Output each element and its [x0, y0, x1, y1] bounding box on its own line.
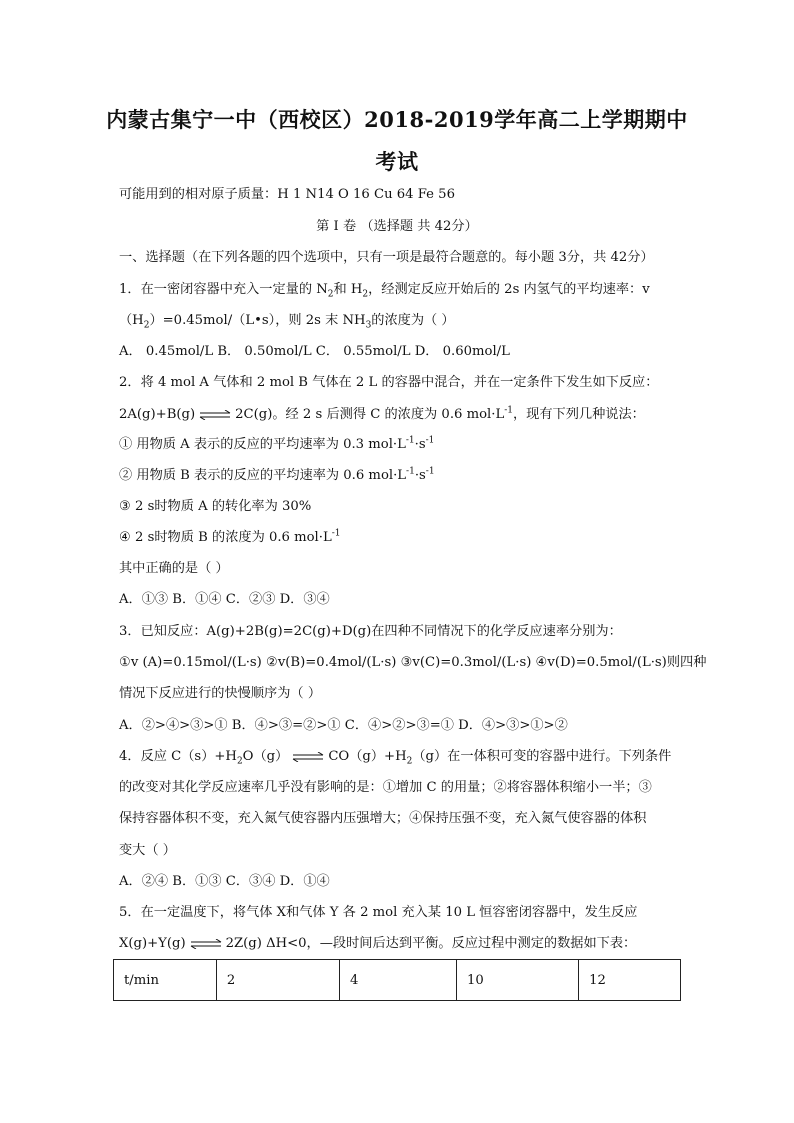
- q2-statement-4: ④ 2 s时物质 B 的浓度为 0.6 $mol\cdot L^{-1}$: [119, 528, 341, 545]
- equilibrium-arrow-icon: [198, 410, 232, 420]
- q2-statement-1: ① 用物质 A 表示的反应的平均速率为 0.3 $mol\cdot L^{-1}\cdot s^{-1}$: [119, 435, 435, 452]
- section-heading: 第 I 卷 （选择题 共 42分）: [316, 219, 478, 234]
- q5-line-1: 5．在一定温度下，将气体 X和气体 Y 各 2 mol 充入某 10 L 恒容密闭容器中，发生反应: [119, 905, 638, 920]
- table-row: [114, 960, 681, 1001]
- table-cell: 10: [457, 960, 579, 1001]
- q3-options: A．②>④>③>① B．④>③=②>① C．④>②>③=① D．④>③>①>②: [119, 718, 568, 733]
- q5-data-table: [113, 959, 681, 1001]
- q2-line-1: 2．将 4 mol A 气体和 2 mol B 气体在 2 L 的容器中混合，并在一定条件下发生如下反应：: [119, 375, 659, 390]
- q4-line-4: 变大（ ）: [119, 843, 176, 858]
- q1-line-1: 1．在一密闭容器中充入一定量的 $N_2$和 $H_2$，经测定反应开始后的 2s 内氢气的平均速率：v: [119, 282, 650, 300]
- q2-statement-3: ③ 2 s时物质 A 的转化率为 30%: [119, 499, 312, 514]
- table-cell: 12: [579, 960, 681, 1001]
- title-line-2: 考试: [375, 149, 419, 174]
- atomic-mass-line: 可能用到的相对原子质量：H 1 N14 O 16 Cu 64 Fe 56: [119, 187, 455, 202]
- instructions: 一、选择题（在下列各题的四个选项中，只有一项是最符合题意的。每小题 3分，共 42分）: [119, 250, 654, 265]
- q5-line-2: X(g)+Y(g) 2Z(g) ΔH<0，—段时间后达到平衡。反应过程中测定的数据如下表：: [119, 936, 637, 951]
- title-line-1: 内蒙古集宁一中（西校区）2018-2019学年高二上学期期中: [106, 107, 688, 132]
- equilibrium-arrow-icon: [291, 752, 325, 762]
- q2-options: A．①③ B．①④ C．②③ D．③④: [119, 592, 330, 607]
- q4-line-2: 的改变对其化学反应速率几乎没有影响的是：①增加 C 的用量；②将容器体积缩小一半；③: [119, 780, 652, 795]
- q2-question: 其中正确的是（ ）: [119, 561, 229, 576]
- equilibrium-arrow-icon: [189, 939, 223, 949]
- table-cell: 4: [339, 960, 456, 1001]
- table-cell: 2: [216, 960, 339, 1001]
- q1-options: A． 0.45mol/L B． 0.50mol/L C． 0.55mol/L D． 0.60mol/L: [119, 344, 510, 359]
- q3-line-3: 情况下反应进行的快慢顺序为（ ）: [119, 686, 322, 701]
- q4-options: A．②④ B．①③ C．③④ D．①④: [119, 874, 330, 889]
- table-cell: t/min: [114, 960, 217, 1001]
- q2-statement-2: ② 用物质 B 表示的反应的平均速率为 0.6 $mol\cdot L^{-1}\cdot s^{-1}$: [119, 466, 435, 483]
- q4-line-3: 保持容器体积不变，充入氮气使容器内压强增大；④保持压强不变，充入氮气使容器的体积: [119, 811, 647, 826]
- q1-line-2: $(H_2)=0.45mol/(L•s)$，则 2s 末 $NH_3$的浓度为（ ）: [119, 313, 455, 331]
- q3-line-1: 3．已知反应：A(g)+2B(g)=2C(g)+D(g)在四种不同情况下的化学反应速率分别为：: [119, 624, 622, 639]
- q3-line-2: ①v (A)=0.15mol/(L·s) ②v(B)=0.4mol/(L·s) ③v(C)=0.3mol/(L·s) ④v(D)=0.5mol/(L·s)则四种: [119, 655, 707, 670]
- q4-line-1: 4．反应 $C(s)+H_2O(g)$ $CO(g)+H_2(g)$在一体积可变的容器中进行。下列条件: [119, 749, 672, 767]
- q2-line-2: 2A(g)+B(g) 2C(g)。经 2 s 后测得 C 的浓度为 0.6 $mol\cdot L^{-1}$，现有下列几种说法：: [119, 405, 645, 422]
